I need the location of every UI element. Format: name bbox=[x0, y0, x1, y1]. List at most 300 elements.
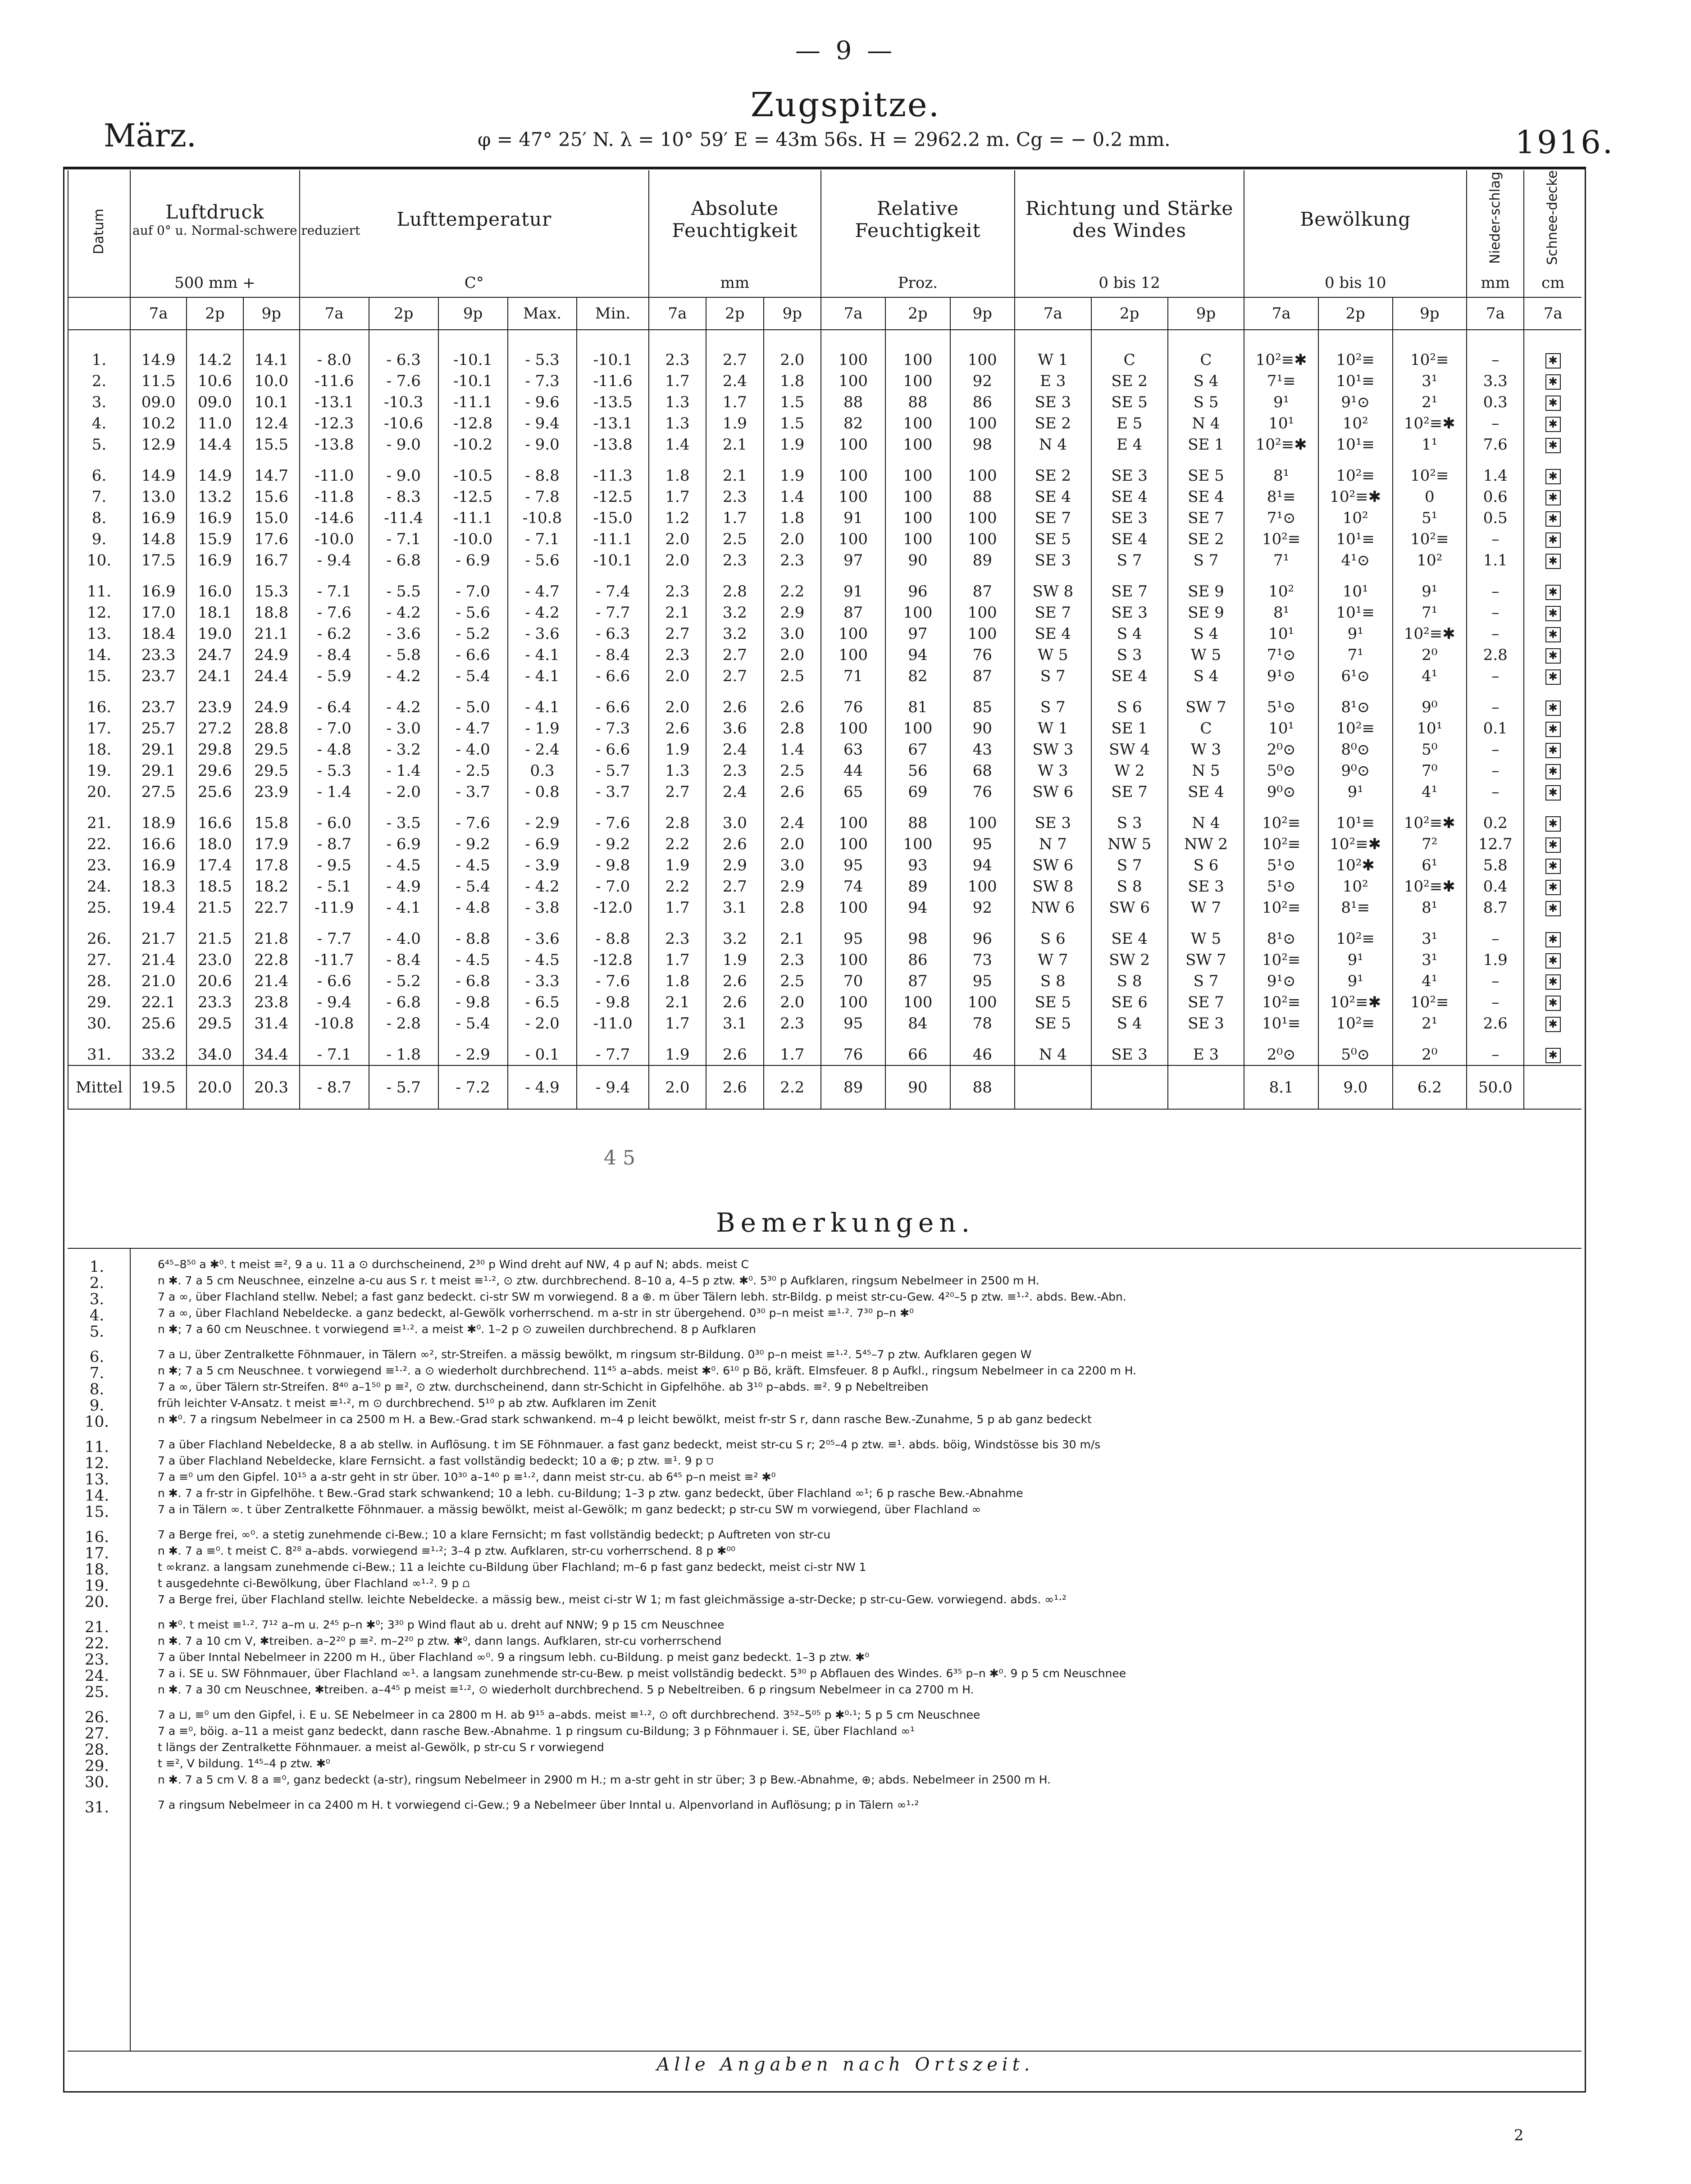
cell-abs-hum-9p: 2.0 bbox=[764, 528, 821, 550]
cell-pressure-2p: 11.0 bbox=[187, 413, 243, 434]
subheader-t7: 7a bbox=[1467, 297, 1524, 330]
cell-temp-9p: - 4.8 bbox=[438, 897, 508, 918]
cell-pressure-9p: 28.8 bbox=[243, 718, 300, 739]
cell-temp-min: - 6.6 bbox=[577, 687, 648, 718]
cell-temp-9p: -10.5 bbox=[438, 455, 508, 486]
cell-pressure-7a: 17.5 bbox=[130, 550, 187, 571]
cell-pressure-9p: 21.1 bbox=[243, 623, 300, 644]
cell-temp-9p: - 5.4 bbox=[438, 876, 508, 897]
cell-wind-2p: SE 7 bbox=[1091, 571, 1168, 602]
cell-wind-7a: N 4 bbox=[1015, 434, 1091, 455]
cell-precip-7a: – bbox=[1467, 623, 1524, 644]
cell-rel-hum-9p: 88 bbox=[950, 486, 1015, 507]
cell-snow-7a bbox=[1524, 918, 1582, 949]
cell-rel-hum-7a: 100 bbox=[821, 330, 885, 370]
cell-clouds-2p: 10¹≡ bbox=[1318, 602, 1393, 623]
cell-temp-9p: - 2.9 bbox=[438, 1034, 508, 1065]
cell-day: 31. bbox=[68, 1034, 130, 1065]
cell-abs-hum-2p: 3.6 bbox=[706, 718, 763, 739]
cell-rel-hum-7a: 100 bbox=[821, 623, 885, 644]
cell-pressure-9p: 17.8 bbox=[243, 855, 300, 876]
cell-rel-hum-2p: 100 bbox=[885, 992, 950, 1013]
cell-abs-hum-7a: 2.2 bbox=[649, 833, 706, 855]
cell-temp-min: -13.1 bbox=[577, 413, 648, 434]
cell-wind-2p: SE 2 bbox=[1091, 370, 1168, 391]
cell-abs-hum-7a: 2.1 bbox=[649, 992, 706, 1013]
cell-rel-hum-7a: 76 bbox=[821, 1034, 885, 1065]
cell-rel-hum-7a: 65 bbox=[821, 781, 885, 802]
cell-rel-hum-7a: 76 bbox=[821, 687, 885, 718]
subheader-t9: 9p bbox=[438, 297, 508, 330]
cell-clouds-7a: 10²≡ bbox=[1244, 528, 1318, 550]
cell-rel-hum-7a: 88 bbox=[821, 391, 885, 413]
cell-precip-7a: 1.9 bbox=[1467, 949, 1524, 970]
cell-day: 18. bbox=[68, 739, 130, 760]
cell-rel-hum-9p: 92 bbox=[950, 370, 1015, 391]
cell-precip-7a: 2.6 bbox=[1467, 1013, 1524, 1034]
cell-pressure-9p: 23.8 bbox=[243, 992, 300, 1013]
cell-temp-9p: - 9.8 bbox=[438, 992, 508, 1013]
cell-abs-hum-9p: 2.3 bbox=[764, 949, 821, 970]
cell-temp-min: - 7.3 bbox=[577, 718, 648, 739]
cell-abs-hum-2p: 1.9 bbox=[706, 949, 763, 970]
cell-pressure-2p: 16.0 bbox=[187, 571, 243, 602]
subheader-t2: 2p bbox=[369, 297, 438, 330]
cell-rel-hum-7a: 100 bbox=[821, 992, 885, 1013]
cell-temp-2p: - 8.4 bbox=[369, 949, 438, 970]
cell-clouds-2p: 9⁰⊙ bbox=[1318, 760, 1393, 781]
cell-abs-hum-2p: 2.7 bbox=[706, 330, 763, 370]
remark-item bbox=[68, 1577, 1582, 1593]
cell-rel-hum-7a: 95 bbox=[821, 918, 885, 949]
remark-text: 7 a ∞, über Tälern str-Streifen. 8⁴⁰ a–1⁵⁰ p ≡², ⊙ ztw. durchscheinend, dann str-Schicht in Gipfelhöhe. ab 3¹⁰ p–abds. ≡². 9 p Nebeltreiben bbox=[158, 1380, 929, 1393]
cell-wind-2p: SE 4 bbox=[1091, 528, 1168, 550]
remark-text: n ✱. 7 a fr-str in Gipfelhöhe. t Bew.-Grad stark schwankend; 10 a lebh. cu-Bildung; 1–3 p ztw. ganz bedeckt, über Flachland ∞¹; 6 p rasche Bew.-Abnahme bbox=[158, 1487, 1023, 1500]
cell-clouds-7a: 10²≡ bbox=[1244, 897, 1318, 918]
mean-wind-2p bbox=[1091, 1065, 1168, 1109]
cell-rel-hum-9p: 100 bbox=[950, 992, 1015, 1013]
cell-temp-7a: - 6.6 bbox=[300, 970, 369, 992]
cell-temp-2p: -10.3 bbox=[369, 391, 438, 413]
cell-temp-max: - 6.5 bbox=[508, 992, 577, 1013]
cell-temp-min: -11.6 bbox=[577, 370, 648, 391]
cell-temp-7a: - 8.7 bbox=[300, 833, 369, 855]
cell-pressure-2p: 24.7 bbox=[187, 644, 243, 665]
cell-wind-2p: S 4 bbox=[1091, 623, 1168, 644]
cell-clouds-7a: 9¹ bbox=[1244, 391, 1318, 413]
cell-abs-hum-9p: 2.0 bbox=[764, 644, 821, 665]
remark-text: n ✱⁰. 7 a ringsum Nebelmeer in ca 2500 m H. a Bew.-Grad stark schwankend. m–4 p leicht bewölkt, meist fr-str S r, dann rasche Bew.-Zunahme, 5 p ab ganz bedeckt bbox=[158, 1413, 1092, 1426]
cell-wind-2p: SE 3 bbox=[1091, 507, 1168, 528]
cell-snow-7a bbox=[1524, 718, 1582, 739]
cell-rel-hum-9p: 98 bbox=[950, 434, 1015, 455]
cell-clouds-9p: 10²≡ bbox=[1393, 455, 1467, 486]
snow-cover-icon: ✱ bbox=[1545, 785, 1561, 801]
cell-temp-max: - 5.6 bbox=[508, 550, 577, 571]
cell-pressure-7a: 27.5 bbox=[130, 781, 187, 802]
table-row bbox=[68, 665, 1582, 687]
cell-temp-min: -12.5 bbox=[577, 486, 648, 507]
cell-precip-7a: – bbox=[1467, 602, 1524, 623]
mean-clouds-2p: 9.0 bbox=[1318, 1065, 1393, 1109]
cell-rel-hum-9p: 68 bbox=[950, 760, 1015, 781]
cell-precip-7a: 7.6 bbox=[1467, 434, 1524, 455]
cell-snow-7a bbox=[1524, 855, 1582, 876]
cell-wind-2p: W 2 bbox=[1091, 760, 1168, 781]
subheader-t2: 2p bbox=[885, 297, 950, 330]
cell-rel-hum-7a: 100 bbox=[821, 486, 885, 507]
cell-clouds-2p: 10²≡✱ bbox=[1318, 486, 1393, 507]
snow-cover-icon: ✱ bbox=[1545, 532, 1561, 548]
remark-text: 7 a ≡⁰ um den Gipfel. 10¹⁵ a a-str geht in str über. 10³⁰ a–1⁴⁰ p ≡¹·², dann meist str-cu. ab 6⁴⁵ p–n meist ≡² ✱⁰ bbox=[158, 1470, 776, 1483]
cell-rel-hum-9p: 100 bbox=[950, 602, 1015, 623]
cell-wind-7a: S 6 bbox=[1015, 918, 1091, 949]
cell-pressure-7a: 23.7 bbox=[130, 687, 187, 718]
remark-item bbox=[68, 1651, 1582, 1667]
subheader-t2: 2p bbox=[706, 297, 763, 330]
cell-clouds-2p: 10¹≡ bbox=[1318, 370, 1393, 391]
cell-wind-2p: E 4 bbox=[1091, 434, 1168, 455]
cell-abs-hum-2p: 2.3 bbox=[706, 760, 763, 781]
cell-temp-2p: - 2.0 bbox=[369, 781, 438, 802]
cell-temp-2p: - 3.0 bbox=[369, 718, 438, 739]
cell-rel-hum-9p: 86 bbox=[950, 391, 1015, 413]
cell-wind-2p: S 8 bbox=[1091, 876, 1168, 897]
remark-day: 3. bbox=[89, 1290, 105, 1308]
cell-temp-2p: - 1.4 bbox=[369, 760, 438, 781]
cell-rel-hum-2p: 86 bbox=[885, 949, 950, 970]
temperature-header: Lufttemperatur bbox=[300, 170, 649, 269]
cell-clouds-7a: 10²≡ bbox=[1244, 949, 1318, 970]
cell-abs-hum-2p: 2.9 bbox=[706, 855, 763, 876]
cell-snow-7a bbox=[1524, 550, 1582, 571]
cell-temp-min: - 7.4 bbox=[577, 571, 648, 602]
cell-abs-hum-2p: 3.2 bbox=[706, 602, 763, 623]
cell-rel-hum-9p: 90 bbox=[950, 718, 1015, 739]
cell-temp-7a: -14.6 bbox=[300, 507, 369, 528]
cell-clouds-7a: 9⁰⊙ bbox=[1244, 781, 1318, 802]
cell-pressure-9p: 10.0 bbox=[243, 370, 300, 391]
cell-abs-hum-2p: 2.7 bbox=[706, 665, 763, 687]
table-row bbox=[68, 413, 1582, 434]
cell-temp-2p: - 3.6 bbox=[369, 623, 438, 644]
cell-clouds-9p: 10²≡✱ bbox=[1393, 623, 1467, 644]
cell-rel-hum-7a: 95 bbox=[821, 1013, 885, 1034]
cell-abs-hum-2p: 2.4 bbox=[706, 781, 763, 802]
cell-pressure-7a: 29.1 bbox=[130, 760, 187, 781]
subheader-t9: 9p bbox=[1168, 297, 1244, 330]
cell-day: 27. bbox=[68, 949, 130, 970]
cell-temp-7a: - 5.1 bbox=[300, 876, 369, 897]
table-row bbox=[68, 434, 1582, 455]
cell-temp-2p: - 4.0 bbox=[369, 918, 438, 949]
cell-rel-hum-2p: 100 bbox=[885, 486, 950, 507]
table-row bbox=[68, 602, 1582, 623]
cell-wind-2p: S 8 bbox=[1091, 970, 1168, 992]
cell-pressure-2p: 18.1 bbox=[187, 602, 243, 623]
cell-wind-2p: SW 4 bbox=[1091, 739, 1168, 760]
clouds-header: Bewölkung bbox=[1244, 170, 1467, 269]
cell-temp-7a: - 9.4 bbox=[300, 550, 369, 571]
remark-item bbox=[68, 1683, 1582, 1699]
cell-wind-7a: SE 2 bbox=[1015, 455, 1091, 486]
remark-text: 7 a über Inntal Nebelmeer in 2200 m H., über Flachland ∞⁰. 9 a ringsum lebh. cu-Bildung. p meist ganz bedeckt. 1–3 p ztw. ✱⁰ bbox=[158, 1651, 870, 1664]
cell-pressure-7a: 19.4 bbox=[130, 897, 187, 918]
cell-abs-hum-9p: 3.0 bbox=[764, 623, 821, 644]
cell-wind-9p: NW 2 bbox=[1168, 833, 1244, 855]
cell-abs-hum-9p: 2.5 bbox=[764, 970, 821, 992]
cell-precip-7a: 12.7 bbox=[1467, 833, 1524, 855]
cell-rel-hum-9p: 100 bbox=[950, 330, 1015, 370]
cell-wind-7a: S 7 bbox=[1015, 687, 1091, 718]
table-row bbox=[68, 876, 1582, 897]
cell-wind-9p: SE 2 bbox=[1168, 528, 1244, 550]
cell-clouds-9p: 10²≡✱ bbox=[1393, 413, 1467, 434]
cell-temp-7a: - 8.0 bbox=[300, 330, 369, 370]
cell-abs-hum-7a: 2.3 bbox=[649, 330, 706, 370]
cell-snow-7a bbox=[1524, 687, 1582, 718]
cell-wind-7a: SW 3 bbox=[1015, 739, 1091, 760]
cell-wind-9p: S 4 bbox=[1168, 623, 1244, 644]
cell-abs-hum-7a: 2.0 bbox=[649, 687, 706, 718]
table-row bbox=[68, 1013, 1582, 1034]
cell-wind-9p: SE 7 bbox=[1168, 507, 1244, 528]
cell-wind-9p: E 3 bbox=[1168, 1034, 1244, 1065]
cell-temp-9p: -12.5 bbox=[438, 486, 508, 507]
cell-temp-9p: - 2.5 bbox=[438, 760, 508, 781]
cell-abs-hum-9p: 2.4 bbox=[764, 802, 821, 833]
cell-wind-2p: S 7 bbox=[1091, 855, 1168, 876]
date-header: Datum bbox=[68, 170, 130, 297]
cell-abs-hum-2p: 3.0 bbox=[706, 802, 763, 833]
cell-temp-9p: - 7.6 bbox=[438, 802, 508, 833]
cell-temp-2p: - 7.6 bbox=[369, 370, 438, 391]
cell-temp-min: -11.0 bbox=[577, 1013, 648, 1034]
cell-temp-max: - 2.9 bbox=[508, 802, 577, 833]
cell-temp-2p: - 4.2 bbox=[369, 602, 438, 623]
cell-clouds-7a: 8¹≡ bbox=[1244, 486, 1318, 507]
cell-temp-9p: - 5.0 bbox=[438, 687, 508, 718]
remarks-list bbox=[68, 1258, 1582, 1815]
cell-clouds-9p: 10²≡ bbox=[1393, 992, 1467, 1013]
subheader-t2: 2p bbox=[1091, 297, 1168, 330]
cell-temp-max: - 3.6 bbox=[508, 918, 577, 949]
mean-pressure-9p: 20.3 bbox=[243, 1065, 300, 1109]
cell-precip-7a: – bbox=[1467, 665, 1524, 687]
cell-clouds-9p: 0 bbox=[1393, 486, 1467, 507]
cell-temp-7a: - 7.7 bbox=[300, 918, 369, 949]
cell-abs-hum-2p: 3.1 bbox=[706, 1013, 763, 1034]
snow-cover-icon: ✱ bbox=[1545, 996, 1561, 1011]
cell-rel-hum-7a: 95 bbox=[821, 855, 885, 876]
cell-temp-2p: - 4.1 bbox=[369, 897, 438, 918]
rel-humidity-unit: Proz. bbox=[821, 269, 1015, 297]
cell-clouds-7a: 7¹≡ bbox=[1244, 370, 1318, 391]
cell-day: 5. bbox=[68, 434, 130, 455]
cell-rel-hum-9p: 100 bbox=[950, 876, 1015, 897]
cell-temp-min: - 7.6 bbox=[577, 802, 648, 833]
cell-rel-hum-9p: 73 bbox=[950, 949, 1015, 970]
cell-abs-hum-2p: 2.6 bbox=[706, 687, 763, 718]
cell-pressure-9p: 29.5 bbox=[243, 739, 300, 760]
cell-abs-hum-9p: 2.6 bbox=[764, 781, 821, 802]
snow-cover-icon: ✱ bbox=[1545, 764, 1561, 779]
cell-temp-9p: - 4.5 bbox=[438, 949, 508, 970]
cell-rel-hum-7a: 70 bbox=[821, 970, 885, 992]
remark-text: 7 a i. SE u. SW Föhnmauer, über Flachland ∞¹. a langsam zunehmende str-cu-Bew. p meist vollständig bedeckt. 5³⁰ p Abflauen des Windes. 6³⁵ p–n ✱⁰. 9 p 5 cm Neuschnee bbox=[158, 1667, 1126, 1680]
cell-snow-7a bbox=[1524, 992, 1582, 1013]
cell-day: 9. bbox=[68, 528, 130, 550]
cell-clouds-7a: 8¹ bbox=[1244, 602, 1318, 623]
station-coordinates: φ = 47° 25′ N. λ = 10° 59′ E = 43m 56s. H = 2962.2 m. Cg = − 0.2 mm. bbox=[478, 128, 1171, 150]
cell-abs-hum-7a: 2.8 bbox=[649, 802, 706, 833]
cell-rel-hum-9p: 89 bbox=[950, 550, 1015, 571]
cell-rel-hum-2p: 100 bbox=[885, 455, 950, 486]
snow-cover-icon: ✱ bbox=[1545, 469, 1561, 484]
remark-item bbox=[68, 1274, 1582, 1290]
cell-temp-min: -10.1 bbox=[577, 330, 648, 370]
cell-precip-7a: – bbox=[1467, 687, 1524, 718]
year-label: 1916. bbox=[1515, 124, 1614, 161]
table-row bbox=[68, 528, 1582, 550]
remark-item bbox=[68, 1487, 1582, 1503]
remark-item bbox=[68, 1454, 1582, 1470]
cell-clouds-9p: 10² bbox=[1393, 550, 1467, 571]
snow-cover-icon: ✱ bbox=[1545, 669, 1561, 685]
cell-pressure-2p: 21.5 bbox=[187, 897, 243, 918]
cell-abs-hum-7a: 1.3 bbox=[649, 413, 706, 434]
cell-abs-hum-9p: 2.9 bbox=[764, 602, 821, 623]
remark-day: 7. bbox=[89, 1364, 105, 1382]
remark-text: 7 a über Flachland Nebeldecke, 8 a ab stellw. in Auflösung. t im SE Föhnmauer. a fast ganz bedeckt, meist str-cu S r; 2⁰⁵–4 p ztw. ≡¹. abds. böig, Windstösse bis 30 m/s bbox=[158, 1438, 1101, 1451]
cell-snow-7a bbox=[1524, 897, 1582, 918]
cell-pressure-7a: 13.0 bbox=[130, 486, 187, 507]
cell-pressure-9p: 21.8 bbox=[243, 918, 300, 949]
cell-snow-7a bbox=[1524, 434, 1582, 455]
cell-temp-max: - 4.2 bbox=[508, 876, 577, 897]
cell-clouds-9p: 2¹ bbox=[1393, 391, 1467, 413]
cell-wind-2p: SE 1 bbox=[1091, 718, 1168, 739]
cell-wind-2p: S 3 bbox=[1091, 644, 1168, 665]
snow-cover-icon: ✱ bbox=[1545, 701, 1561, 716]
cell-pressure-9p: 18.8 bbox=[243, 602, 300, 623]
cell-temp-7a: - 7.1 bbox=[300, 1034, 369, 1065]
cell-abs-hum-2p: 2.4 bbox=[706, 739, 763, 760]
cell-temp-2p: - 3.2 bbox=[369, 739, 438, 760]
remark-day: 24. bbox=[84, 1667, 109, 1685]
cell-pressure-2p: 16.9 bbox=[187, 550, 243, 571]
cell-temp-9p: - 5.4 bbox=[438, 665, 508, 687]
snow-cover-icon: ✱ bbox=[1545, 396, 1561, 411]
remark-item bbox=[68, 1413, 1582, 1429]
cell-abs-hum-2p: 2.6 bbox=[706, 992, 763, 1013]
remark-day: 13. bbox=[84, 1470, 109, 1488]
cell-precip-7a: 2.8 bbox=[1467, 644, 1524, 665]
cell-wind-9p: S 4 bbox=[1168, 665, 1244, 687]
cell-temp-9p: - 6.9 bbox=[438, 550, 508, 571]
cell-day: 22. bbox=[68, 833, 130, 855]
cell-clouds-9p: 4¹ bbox=[1393, 781, 1467, 802]
cell-clouds-9p: 9¹ bbox=[1393, 571, 1467, 602]
cell-pressure-9p: 15.6 bbox=[243, 486, 300, 507]
cell-wind-9p: SW 7 bbox=[1168, 949, 1244, 970]
cell-pressure-2p: 20.6 bbox=[187, 970, 243, 992]
snow-cover-icon: ✱ bbox=[1545, 648, 1561, 664]
cell-day: 3. bbox=[68, 391, 130, 413]
cell-pressure-7a: 16.9 bbox=[130, 855, 187, 876]
cell-clouds-9p: 2⁰ bbox=[1393, 1034, 1467, 1065]
cell-pressure-7a: 14.8 bbox=[130, 528, 187, 550]
cell-temp-min: - 8.4 bbox=[577, 644, 648, 665]
cell-wind-9p: SE 3 bbox=[1168, 1013, 1244, 1034]
subheader-t7: 7a bbox=[1524, 297, 1582, 330]
cell-abs-hum-2p: 3.2 bbox=[706, 918, 763, 949]
cell-abs-hum-7a: 1.7 bbox=[649, 1013, 706, 1034]
mean-wind-7a bbox=[1015, 1065, 1091, 1109]
snow-cover-icon: ✱ bbox=[1545, 585, 1561, 600]
cell-wind-2p: SW 2 bbox=[1091, 949, 1168, 970]
cell-snow-7a bbox=[1524, 760, 1582, 781]
cell-abs-hum-2p: 2.3 bbox=[706, 550, 763, 571]
cell-wind-9p: S 7 bbox=[1168, 970, 1244, 992]
cell-rel-hum-9p: 76 bbox=[950, 644, 1015, 665]
cell-abs-hum-9p: 2.2 bbox=[764, 571, 821, 602]
cell-abs-hum-7a: 1.7 bbox=[649, 486, 706, 507]
remark-item bbox=[68, 1348, 1582, 1364]
cell-abs-hum-2p: 2.1 bbox=[706, 455, 763, 486]
cell-wind-2p: SE 3 bbox=[1091, 602, 1168, 623]
cell-pressure-9p: 16.7 bbox=[243, 550, 300, 571]
cell-rel-hum-2p: 84 bbox=[885, 1013, 950, 1034]
remark-item bbox=[68, 1741, 1582, 1757]
cell-wind-7a: SE 2 bbox=[1015, 413, 1091, 434]
cell-pressure-2p: 23.9 bbox=[187, 687, 243, 718]
subheader-t7: 7a bbox=[300, 297, 369, 330]
cell-pressure-2p: 24.1 bbox=[187, 665, 243, 687]
cell-abs-hum-9p: 1.9 bbox=[764, 455, 821, 486]
cell-pressure-7a: 10.2 bbox=[130, 413, 187, 434]
cell-precip-7a: 0.3 bbox=[1467, 391, 1524, 413]
cell-abs-hum-2p: 2.3 bbox=[706, 486, 763, 507]
cell-temp-7a: - 1.4 bbox=[300, 781, 369, 802]
cell-temp-9p: - 7.0 bbox=[438, 571, 508, 602]
cell-clouds-2p: 10²✱ bbox=[1318, 855, 1393, 876]
table-row bbox=[68, 918, 1582, 949]
cell-abs-hum-7a: 1.7 bbox=[649, 897, 706, 918]
remark-text: 7 a ⊔, über Zentralkette Föhnmauer, in Tälern ∞², str-Streifen. a mässig bewölkt, m ringsum str-Bildung. 0³⁰ p–n meist ≡¹·². 5⁴⁵–7 p ztw. Aufklaren gegen W bbox=[158, 1348, 1032, 1361]
cell-abs-hum-9p: 2.5 bbox=[764, 760, 821, 781]
cell-clouds-7a: 10²≡✱ bbox=[1244, 330, 1318, 370]
remark-text: n ✱⁰. t meist ≡¹·². 7¹² a–m u. 2⁴⁵ p–n ✱⁰; 3³⁰ p Wind flaut ab u. dreht auf NNW; 9 p 15 cm Neuschnee bbox=[158, 1618, 725, 1631]
cell-clouds-7a: 8¹⊙ bbox=[1244, 918, 1318, 949]
table-row bbox=[68, 507, 1582, 528]
cell-abs-hum-2p: 1.9 bbox=[706, 413, 763, 434]
cell-day: 6. bbox=[68, 455, 130, 486]
cell-abs-hum-7a: 2.1 bbox=[649, 602, 706, 623]
cell-rel-hum-2p: 100 bbox=[885, 602, 950, 623]
cell-abs-hum-7a: 2.0 bbox=[649, 528, 706, 550]
observation-table bbox=[68, 170, 1582, 1110]
remark-day: 31. bbox=[84, 1798, 109, 1816]
cell-wind-2p: SE 6 bbox=[1091, 992, 1168, 1013]
snow-cover-icon: ✱ bbox=[1545, 606, 1561, 621]
cell-rel-hum-2p: 100 bbox=[885, 528, 950, 550]
cell-temp-7a: -11.0 bbox=[300, 455, 369, 486]
mean-temp-2p: - 5.7 bbox=[369, 1065, 438, 1109]
cell-clouds-9p: 5⁰ bbox=[1393, 739, 1467, 760]
wind-unit: 0 bis 12 bbox=[1015, 269, 1244, 297]
snow-cover-icon: ✱ bbox=[1545, 1048, 1561, 1063]
